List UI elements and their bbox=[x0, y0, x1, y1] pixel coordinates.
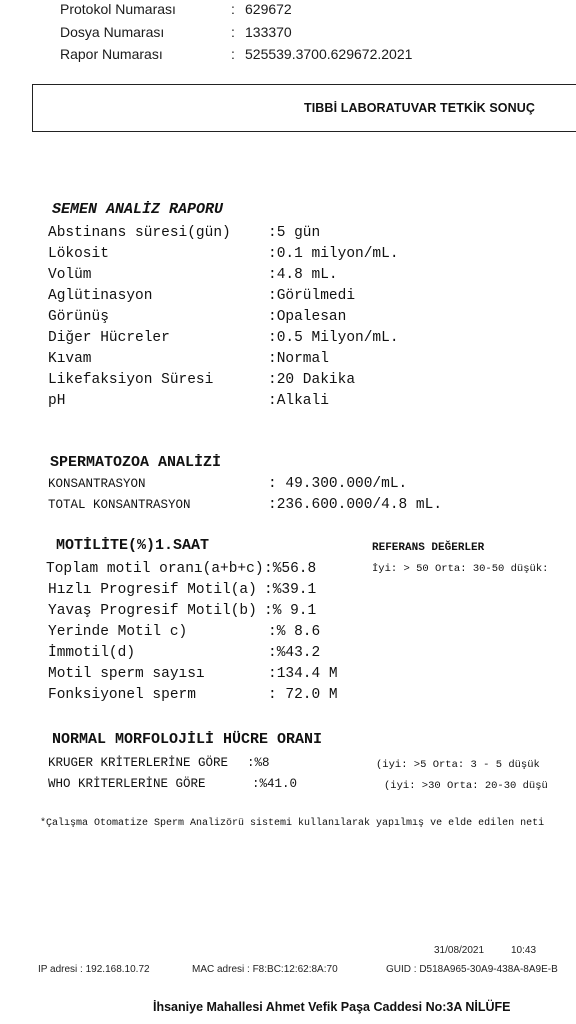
reference-values-title: REFERANS DEĞERLER bbox=[372, 542, 485, 554]
table-row-value: :134.4 M bbox=[268, 666, 338, 682]
table-row-label: Motil sperm sayısı bbox=[48, 666, 205, 682]
table-row-label: Yerinde Motil c) bbox=[48, 624, 188, 640]
table-row-label: WHO KRİTERLERİNE GÖRE bbox=[48, 777, 206, 791]
table-row-label: Görünüş bbox=[48, 309, 109, 325]
motility-reference: İyi: > 50 Orta: 30-50 düşük: bbox=[372, 563, 549, 575]
table-row-label: İmmotil(d) bbox=[48, 645, 136, 661]
table-row-value: :20 Dakika bbox=[268, 372, 356, 388]
sperm-section-title: SPERMATOZOA ANALİZİ bbox=[50, 454, 222, 471]
kruger-reference: (iyi: >5 Orta: 3 - 5 düşük bbox=[376, 759, 540, 771]
who-reference: (iyi: >30 Orta: 20-30 düşü bbox=[384, 780, 548, 792]
table-row-value: :236.600.000/4.8 mL. bbox=[268, 497, 443, 513]
table-row-label: Abstinans süresi(gün) bbox=[48, 225, 231, 241]
table-row-value: :Normal bbox=[268, 351, 329, 367]
guid: GUID : D518A965-30A9-438A-8A9E-B bbox=[386, 964, 558, 975]
table-row-value: :%56.8 bbox=[264, 561, 317, 577]
table-row-value: :%43.2 bbox=[268, 645, 321, 661]
report-title: TIBBİ LABORATUVAR TETKİK SONUÇ bbox=[304, 101, 535, 115]
table-row-value: :4.8 mL. bbox=[268, 267, 338, 283]
table-row-label: Aglütinasyon bbox=[48, 288, 153, 304]
table-row-value: :% 9.1 bbox=[264, 603, 317, 619]
table-row-value: :% 8.6 bbox=[268, 624, 321, 640]
table-row-value: :Görülmedi bbox=[268, 288, 356, 304]
table-row-label: Lökosit bbox=[48, 246, 109, 262]
table-row-value: : 72.0 M bbox=[268, 687, 338, 703]
ip-address: IP adresi : 192.168.10.72 bbox=[38, 964, 150, 975]
separator: : bbox=[231, 24, 235, 40]
table-row-label: Toplam motil oranı(a+b+c) bbox=[46, 561, 264, 577]
table-row-label: pH bbox=[48, 393, 66, 409]
table-row-value: : 49.300.000/mL. bbox=[268, 476, 408, 492]
file-number-value: 133370 bbox=[245, 24, 292, 40]
table-row-value: :Opalesan bbox=[268, 309, 347, 325]
method-note: *Çalışma Otomatize Sperm Analizörü sistemi kullanılarak yapılmış ve elde edilen neti bbox=[40, 818, 545, 829]
motility-section-title: MOTİLİTE(%)1.SAAT bbox=[56, 537, 210, 554]
semen-section-title: SEMEN ANALİZ RAPORU bbox=[52, 201, 224, 218]
protocol-number-value: 629672 bbox=[245, 1, 292, 17]
table-row-value: :%8 bbox=[247, 756, 270, 770]
table-row-label: Kıvam bbox=[48, 351, 92, 367]
table-row-value: :%39.1 bbox=[264, 582, 317, 598]
morphology-section-title: NORMAL MORFOLOJİLİ HÜCRE ORANI bbox=[52, 731, 323, 748]
table-row-value: :Alkali bbox=[268, 393, 329, 409]
separator: : bbox=[231, 1, 235, 17]
table-row-label: KRUGER KRİTERLERİNE GÖRE bbox=[48, 756, 229, 770]
table-row-label: Yavaş Progresif Motil(b) bbox=[48, 603, 257, 619]
protocol-number-label: Protokol Numarası bbox=[60, 1, 176, 17]
report-date: 31/08/2021 bbox=[434, 945, 485, 956]
file-number-label: Dosya Numarası bbox=[60, 24, 165, 40]
table-row-label: Diğer Hücreler bbox=[48, 330, 170, 346]
table-row-value: :0.5 Milyon/mL. bbox=[268, 330, 399, 346]
separator: : bbox=[231, 46, 235, 62]
mac-address: MAC adresi : F8:BC:12:62:8A:70 bbox=[192, 964, 338, 975]
report-number-label: Rapor Numarası bbox=[60, 46, 163, 62]
table-row-label: TOTAL KONSANTRASYON bbox=[48, 498, 191, 512]
report-time: 10:43 bbox=[511, 945, 537, 956]
report-number-value: 525539.3700.629672.2021 bbox=[245, 46, 413, 62]
table-row-value: :%41.0 bbox=[252, 777, 298, 791]
lab-address: İhsaniye Mahallesi Ahmet Vefik Paşa Caddesi No:3A NİLÜFE bbox=[153, 1000, 511, 1014]
table-row-label: Hızlı Progresif Motil(a) bbox=[48, 582, 257, 598]
table-row-label: Fonksiyonel sperm bbox=[48, 687, 196, 703]
table-row-label: Likefaksiyon Süresi bbox=[48, 372, 214, 388]
table-row-label: KONSANTRASYON bbox=[48, 477, 146, 491]
table-row-value: :0.1 milyon/mL. bbox=[268, 246, 399, 262]
table-row-label: Volüm bbox=[48, 267, 92, 283]
table-row-value: :5 gün bbox=[268, 225, 321, 241]
